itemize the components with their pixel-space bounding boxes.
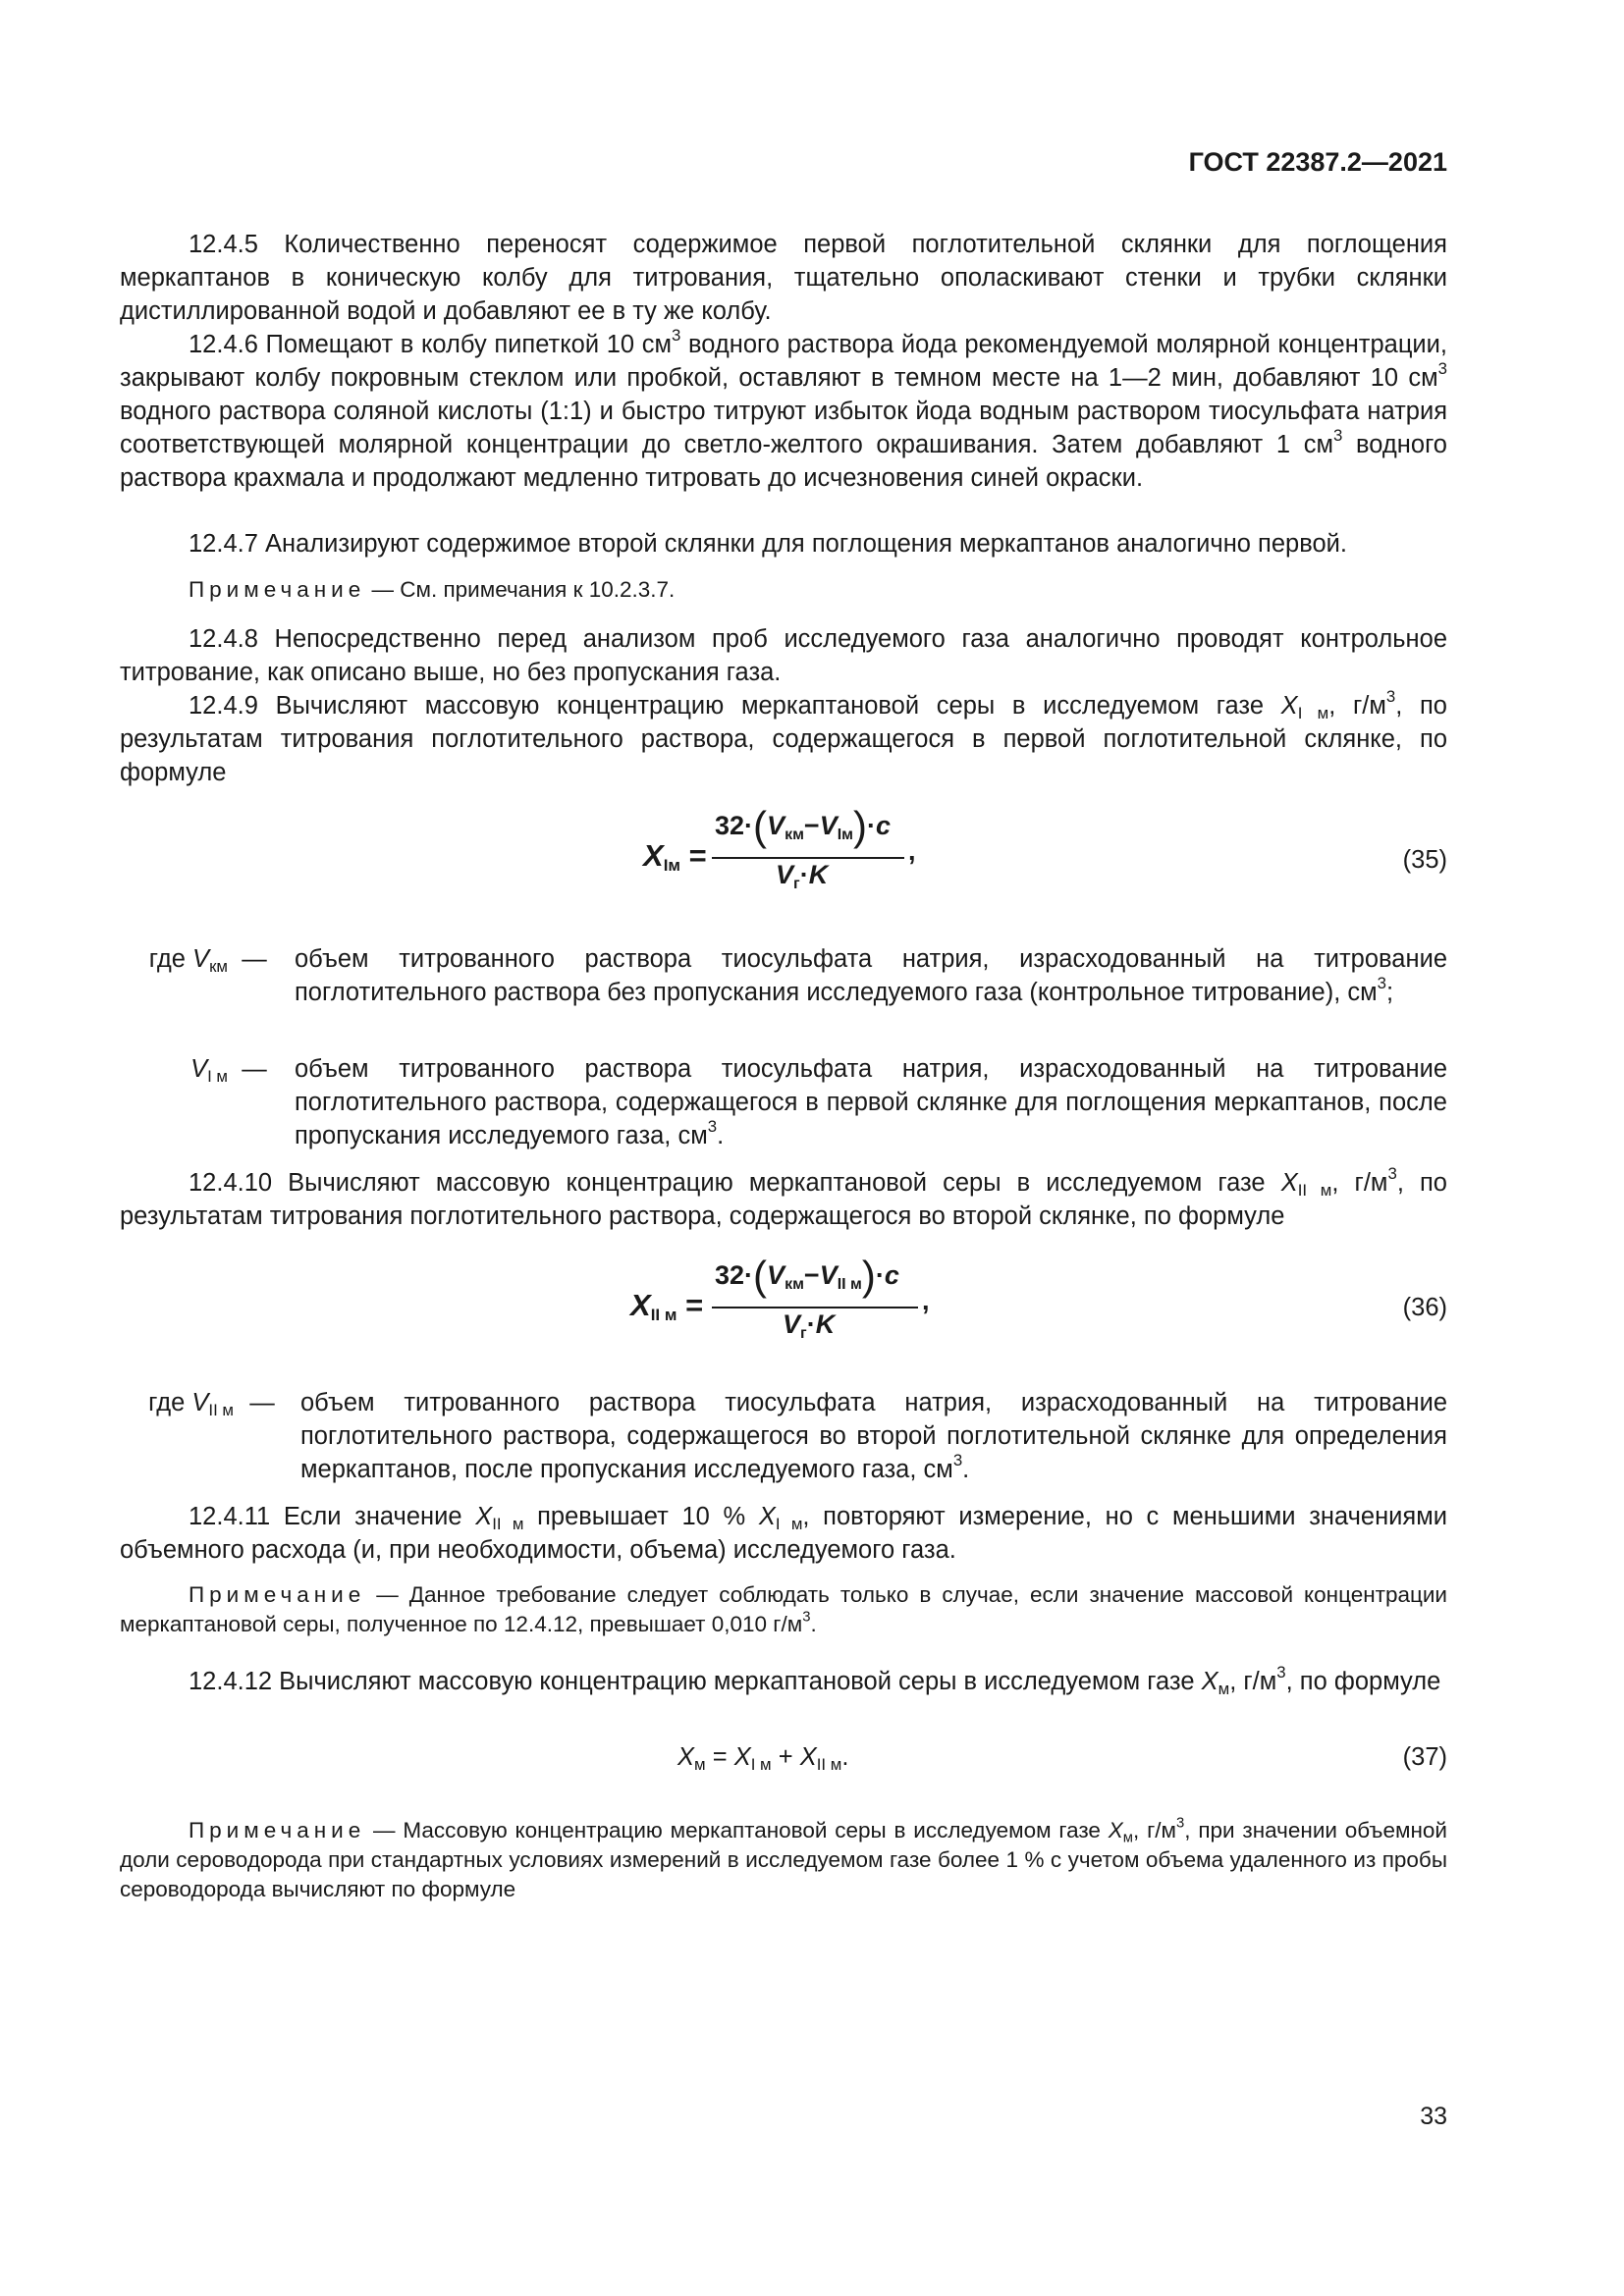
multiply-dot: ·	[744, 1260, 754, 1290]
superscript: 3	[1333, 426, 1343, 446]
note-label: Примечание	[189, 577, 366, 602]
multiply-dot: ·	[806, 1309, 816, 1339]
superscript: 3	[1176, 1815, 1185, 1832]
paragraph-text: 12.4.6 Помещают в колбу пипеткой 10 см	[189, 331, 673, 358]
subscript: г	[800, 1324, 807, 1342]
symbol-v: V	[819, 811, 838, 840]
symbol-k: K	[808, 860, 829, 889]
where-item-v-km	[120, 942, 1447, 1009]
paragraph-12-4-7	[120, 527, 1447, 561]
paragraph-text: превышает 10 %	[523, 1503, 759, 1530]
superscript: 3	[1385, 687, 1396, 707]
paragraph-12-4-5	[120, 228, 1447, 328]
formula-number: (35)	[1402, 846, 1447, 874]
formula-lhs	[643, 838, 707, 874]
formula-36	[120, 1253, 1447, 1351]
note-text: , при значении объемной доли сероводорода при стандартных условиях измерений в исследуемом газе более 1 % с учетом объема удаленного из пробы сероводорода вычисляют по формуле	[120, 1818, 1447, 1901]
paragraph-text: 12.4.7 Анализируют содержимое второй склянки для поглощения меркаптанов аналогично первой.	[189, 530, 1347, 558]
symbol-x: X	[1280, 1169, 1298, 1197]
subscript: II м	[208, 1401, 234, 1420]
paragraph-12-4-6	[120, 328, 1447, 495]
subscript: км	[209, 957, 228, 977]
note-3	[120, 1816, 1447, 1904]
superscript: 3	[802, 1609, 811, 1626]
paragraph-text: 12.4.9 Вычисляют массовую концентрацию меркаптановой серы в исследуемом газе	[189, 692, 1281, 720]
subscript: I м	[207, 1067, 228, 1087]
formula-comma: ,	[922, 1286, 930, 1315]
paragraph-text: водного раствора соляной кислоты (1:1) и быстро титруют избыток йода водным раствором тиосульфата натрия соответствующей молярной концентрации до светло-желтого окрашивания. Затем добавляют 1 см	[120, 398, 1447, 458]
subscript: II м	[1297, 1181, 1332, 1201]
formula-body	[677, 1743, 849, 1775]
symbol-x: X	[758, 1503, 776, 1530]
note-text: — См. примечания к 10.2.3.7.	[365, 577, 676, 602]
where-desc: объем титрованного раствора тиосульфата натрия, израсходованный на титрование поглотительного раствора, содержащегося во второй поглотительной склянке для определения меркаптанов, после пропускания исследуемого газа, см	[300, 1389, 1447, 1483]
formula-lhs	[630, 1288, 703, 1323]
subscript: м	[694, 1755, 706, 1775]
coefficient: 32	[715, 811, 745, 840]
subscript: м	[1218, 1680, 1230, 1699]
symbol-v: V	[191, 1389, 209, 1416]
symbol-x: X	[475, 1503, 493, 1530]
symbol-v: V	[783, 1309, 801, 1339]
subscript: км	[785, 826, 804, 843]
paragraph-text: , г/м	[1328, 692, 1386, 720]
formula-37	[120, 1743, 1447, 1783]
symbol-x: X	[799, 1743, 817, 1771]
symbol-x: X	[1201, 1668, 1218, 1695]
symbol-x: X	[733, 1743, 751, 1771]
right-paren: )	[852, 803, 867, 849]
paragraph-text: водного раствора йода рекомендуемой молярной концентрации, закрывают колбу покровным стеклом или пробкой, оставляют в темном месте на 1—2 мин, добавляют 10 см	[120, 331, 1447, 392]
symbol-v: V	[190, 1055, 208, 1083]
paragraph-12-4-11	[120, 1500, 1447, 1567]
where-text	[295, 1052, 1447, 1152]
punctuation: .	[841, 1743, 849, 1771]
page-number: 33	[1420, 2103, 1447, 2130]
superscript: 3	[1377, 974, 1386, 993]
paragraph-12-4-9	[120, 689, 1447, 789]
equals-sign: =	[712, 1743, 728, 1771]
subscript: Iм	[663, 856, 680, 876]
symbol-v: V	[192, 945, 210, 973]
where-dash: —	[242, 1055, 267, 1083]
symbol-v: V	[819, 1260, 838, 1290]
punctuation: .	[810, 1612, 817, 1636]
paragraph-text: 12.4.12 Вычисляют массовую концентрацию меркаптановой серы в исследуемом газе	[189, 1668, 1202, 1695]
symbol-v: V	[776, 860, 794, 889]
note-text: — Данное требование следует соблюдать только в случае, если значение массовой концентрации меркаптановой серы, полученное по 12.4.12, превышает 0,010 г/м	[120, 1582, 1447, 1636]
subscript: II м	[837, 1275, 862, 1293]
symbol-x: X	[643, 838, 664, 873]
symbol-x: X	[630, 1288, 651, 1322]
minus-sign: −	[803, 1260, 820, 1290]
subscript: II м	[650, 1306, 677, 1325]
symbol-v: V	[767, 1260, 785, 1290]
multiply-dot: ·	[875, 1260, 885, 1290]
subscript: Iм	[837, 826, 853, 843]
equals-sign: =	[688, 838, 707, 873]
note-text: — Массовую концентрацию меркаптановой серы в исследуемом газе	[365, 1818, 1109, 1842]
superscript: 3	[672, 326, 681, 346]
where-dash: —	[249, 1389, 275, 1416]
symbol-k: K	[815, 1309, 836, 1339]
minus-sign: −	[803, 811, 820, 840]
formula-numerator	[715, 1253, 899, 1300]
punctuation: .	[717, 1122, 725, 1149]
fraction-bar	[712, 1307, 918, 1308]
right-paren: )	[861, 1253, 876, 1299]
plus-sign: +	[778, 1743, 793, 1771]
coefficient: 32	[715, 1260, 745, 1290]
paragraph-text: 12.4.5 Количественно переносят содержимое первой поглотительной склянки для поглощения меркаптанов в коническую колбу для титрования, тщательно ополаскивают стенки и трубки склянки дистиллированной водой и добавляют ее в ту же колбу.	[120, 231, 1447, 325]
symbol-c: c	[884, 1260, 899, 1290]
equals-sign: =	[685, 1288, 704, 1322]
formula-number: (36)	[1402, 1294, 1447, 1321]
symbol-v: V	[767, 811, 785, 840]
document-header: ГОСТ 22387.2—2021	[1188, 147, 1447, 177]
where-dash: —	[242, 945, 267, 973]
paragraph-text: 12.4.8 Непосредственно перед анализом проб исследуемого газа аналогично проводят контрольное титрование, как описано выше, но без пропускания газа.	[120, 625, 1447, 686]
paragraph-text: , г/м	[1229, 1668, 1277, 1695]
where-symbol	[120, 1052, 228, 1086]
superscript: 3	[1276, 1663, 1286, 1682]
formula-denominator	[783, 1309, 835, 1340]
subscript: II м	[816, 1755, 842, 1775]
paragraph-text: , по формуле	[1285, 1668, 1441, 1695]
symbol-x: X	[677, 1743, 695, 1771]
subscript: г	[793, 875, 800, 892]
multiply-dot: ·	[866, 811, 876, 840]
note-2	[120, 1580, 1447, 1639]
paragraph-text: , повторяют измерение, но с меньшими значениями объемного расхода (и, при необходимости, объема) исследуемого газа.	[120, 1503, 1447, 1564]
paragraph-text: водного раствора крахмала и продолжают медленно титровать до исчезновения синей окраски.	[120, 431, 1447, 492]
symbol-x: X	[1108, 1818, 1123, 1842]
paragraph-text: 12.4.11 Если значение	[189, 1503, 476, 1530]
formula-35	[120, 803, 1447, 901]
where-symbol	[120, 1386, 234, 1419]
where-symbol	[120, 942, 228, 976]
subscript: I м	[1297, 704, 1329, 723]
subscript: м	[1122, 1830, 1133, 1846]
formula-denominator	[776, 860, 828, 890]
subscript: км	[785, 1275, 804, 1293]
where-label: где	[148, 945, 186, 973]
superscript: 3	[707, 1117, 718, 1137]
formula-number: (37)	[1402, 1743, 1447, 1771]
where-item-v-iim	[120, 1386, 1447, 1486]
paragraph-12-4-12	[120, 1665, 1447, 1698]
where-item-v-im	[120, 1052, 1447, 1152]
left-paren: (	[753, 1253, 768, 1299]
formula-numerator	[715, 803, 891, 850]
subscript: II м	[492, 1515, 524, 1534]
note-1	[120, 575, 1447, 605]
paragraph-12-4-8	[120, 622, 1447, 689]
symbol-x: X	[1280, 692, 1298, 720]
formula-comma: ,	[908, 836, 916, 866]
punctuation: .	[962, 1456, 970, 1483]
multiply-dot: ·	[799, 860, 809, 889]
symbol-c: c	[875, 811, 892, 840]
paragraph-text: , по результатам титрования поглотительного раствора, содержащегося во второй склянке, по формуле	[120, 1169, 1447, 1230]
superscript: 3	[952, 1451, 963, 1470]
paragraph-text: , г/м	[1331, 1169, 1388, 1197]
where-desc: объем титрованного раствора тиосульфата натрия, израсходованный на титрование поглотительного раствора без пропускания исследуемого газа (контрольное титрование), см	[295, 945, 1447, 1006]
multiply-dot: ·	[744, 811, 754, 840]
punctuation: ;	[1386, 979, 1394, 1006]
fraction-bar	[712, 857, 904, 859]
note-label: Примечание	[189, 1818, 366, 1842]
paragraph-text: 12.4.10 Вычисляют массовую концентрацию меркаптановой серы в исследуемом газе	[189, 1169, 1281, 1197]
paragraph-12-4-10	[120, 1166, 1447, 1233]
subscript: I м	[775, 1515, 803, 1534]
subscript: I м	[750, 1755, 772, 1775]
where-desc: объем титрованного раствора тиосульфата натрия, израсходованный на титрование поглотительного раствора, содержащегося в первой склянке для поглощения меркаптанов, после пропускания исследуемого газа, см	[295, 1055, 1447, 1149]
paragraph-text: , по результатам титрования поглотительного раствора, содержащегося в первой поглотительной склянке, по формуле	[120, 692, 1447, 786]
where-text	[295, 942, 1447, 1009]
superscript: 3	[1387, 1164, 1397, 1184]
where-label: где	[148, 1389, 186, 1416]
where-text	[300, 1386, 1447, 1486]
note-label: Примечание	[189, 1582, 366, 1607]
superscript: 3	[1437, 359, 1447, 379]
left-paren: (	[753, 803, 768, 849]
note-text: , г/м	[1133, 1818, 1176, 1842]
